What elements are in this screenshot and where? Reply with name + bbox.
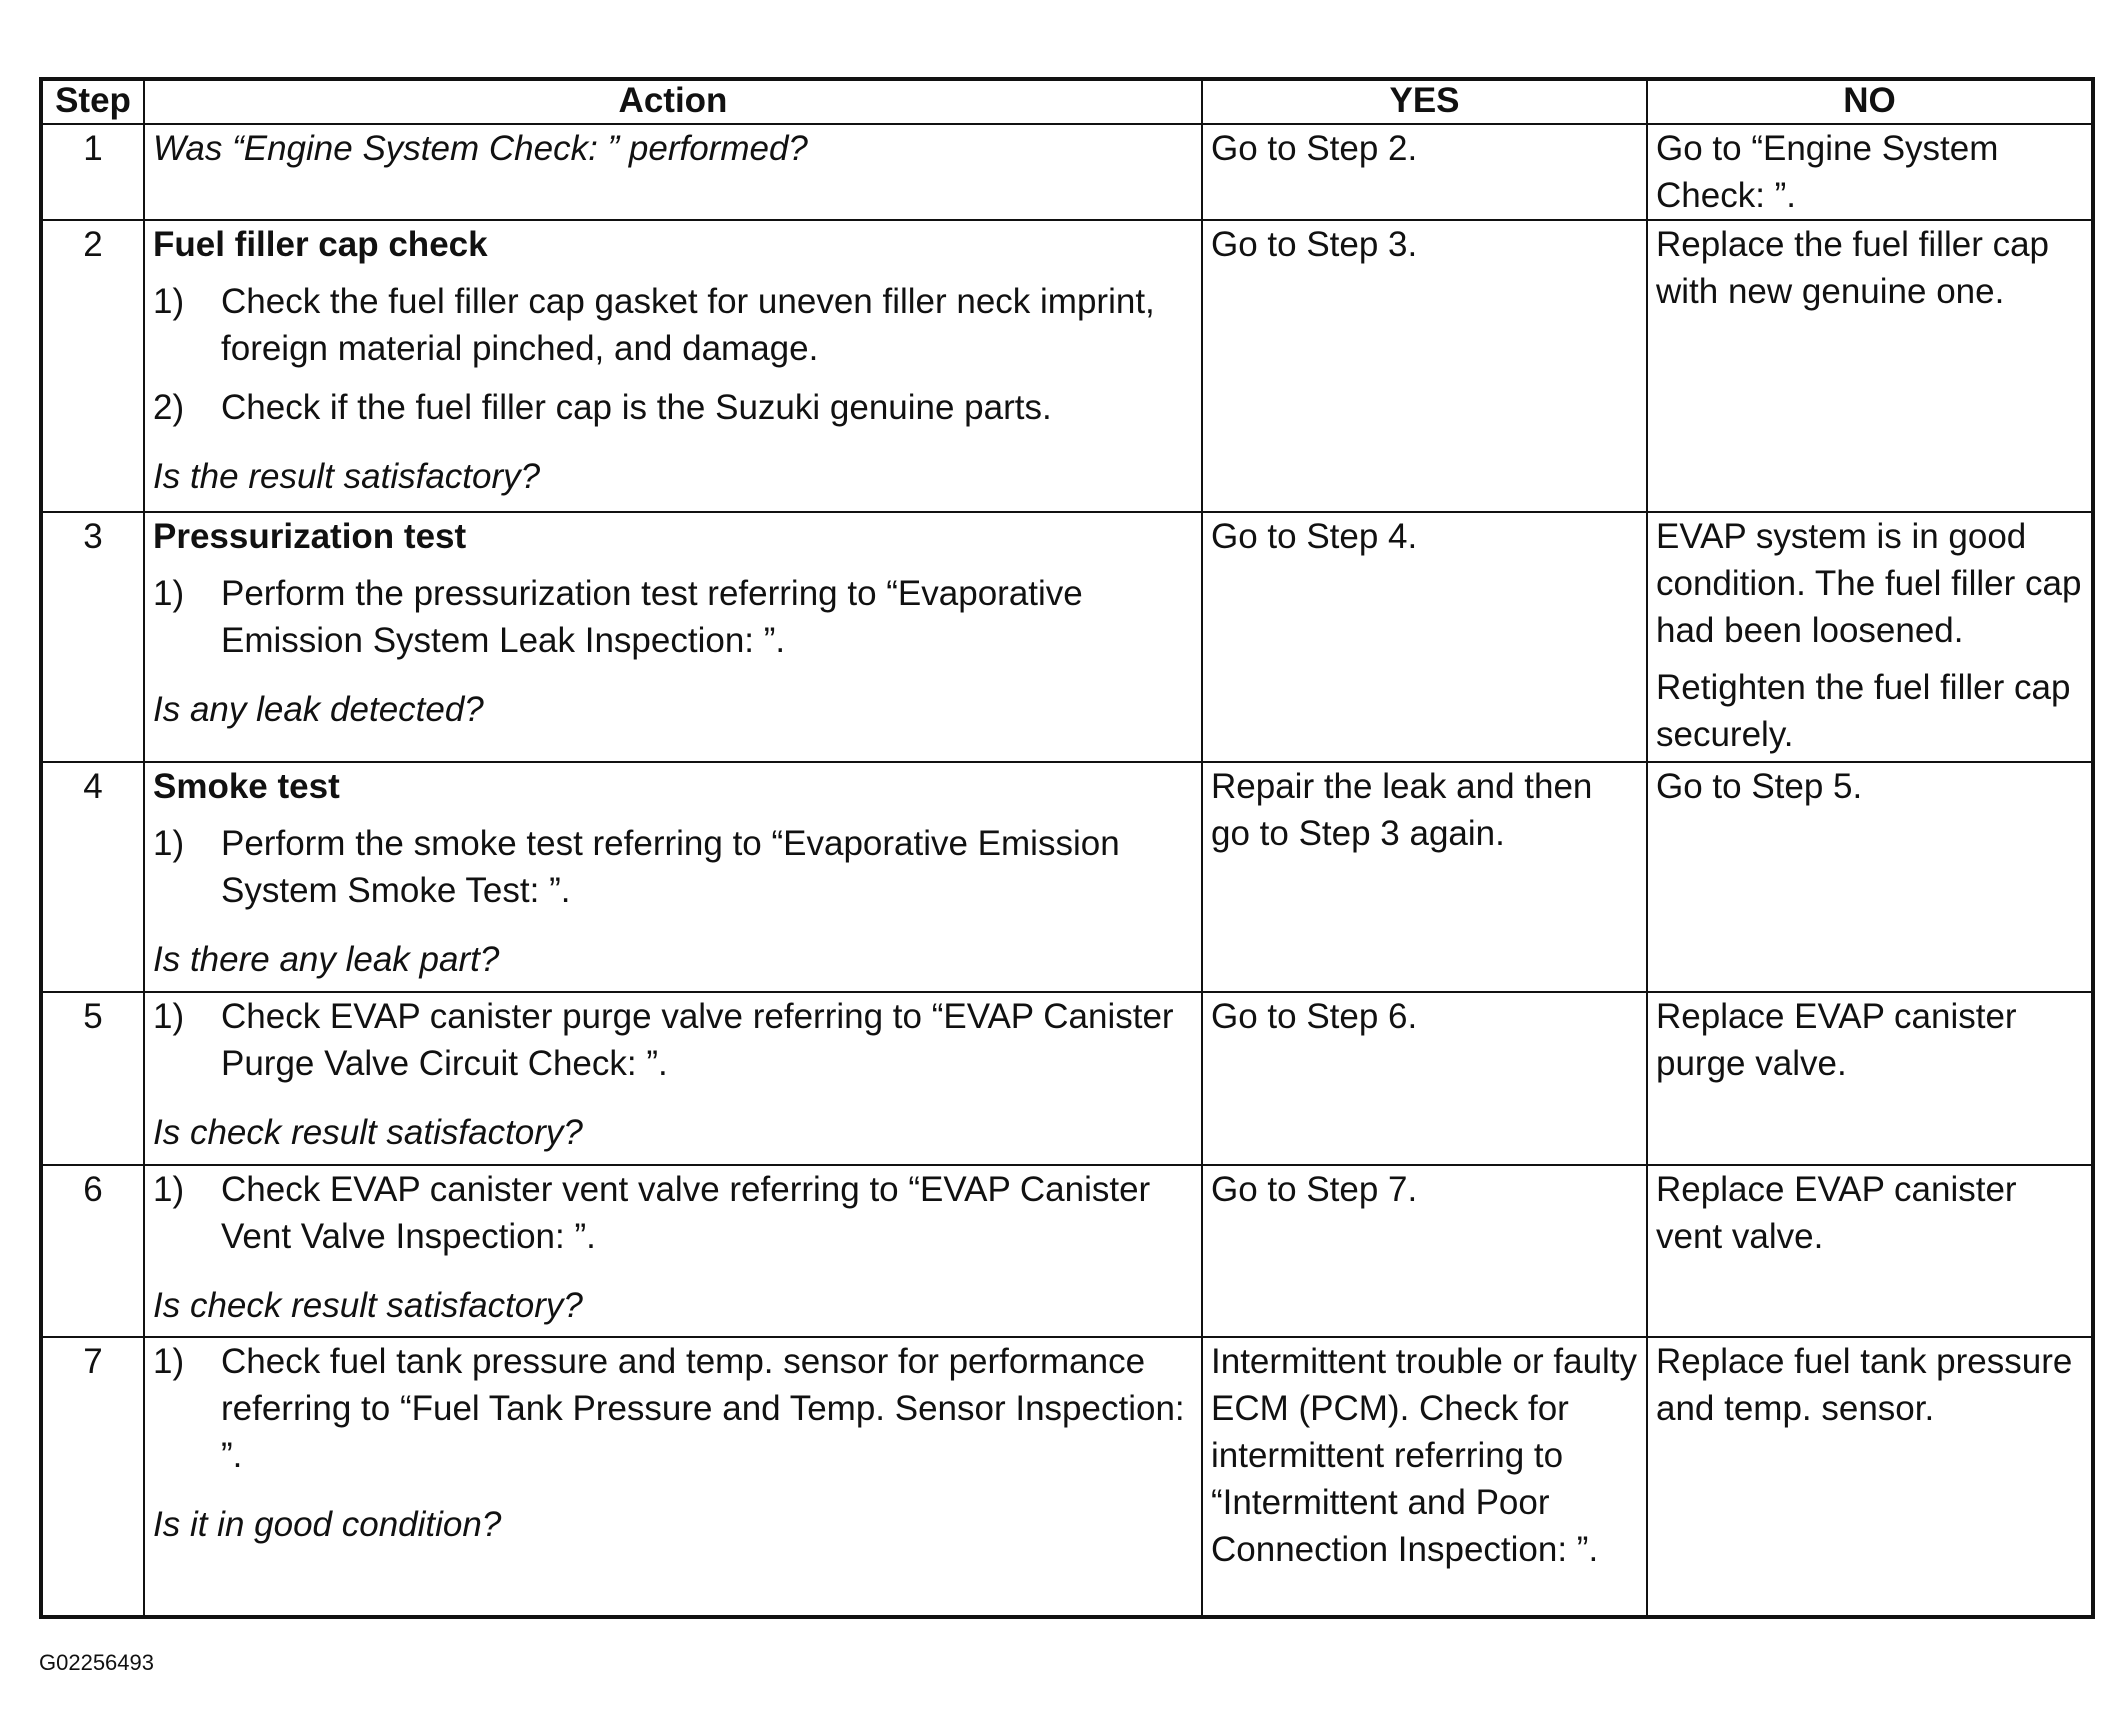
no-cell: [1647, 1165, 2093, 1337]
sub-step-list: [153, 278, 1193, 431]
sub-step: [153, 1166, 1193, 1260]
sub-step: [153, 278, 1193, 372]
no-text: Replace fuel tank pressure and temp. sensor.: [1656, 1342, 2073, 1428]
sub-step-list: [153, 993, 1193, 1087]
step-number: 5: [41, 992, 144, 1165]
no-text-secondary: Retighten the fuel filler cap securely.: [1656, 668, 2071, 754]
sub-step-text: Perform the smoke test referring to “Evaporative Emission System Smoke Test: ”.: [221, 824, 1120, 910]
action-question: Is check result satisfactory?: [153, 1286, 583, 1325]
table-row-step-2: [41, 220, 2093, 512]
yes-cell: [1202, 1165, 1647, 1337]
sub-step: [153, 820, 1193, 914]
sub-step-number: 1): [153, 824, 185, 863]
step-number: 4: [41, 762, 144, 992]
yes-text: Go to Step 7.: [1211, 1170, 1418, 1209]
step-number: 2: [41, 220, 144, 512]
sub-step-text: Check fuel tank pressure and temp. sensor for performance referring to “Fuel Tank Pressure and Temp. Sensor Inspection: ”.: [221, 1342, 1185, 1475]
no-text: Replace EVAP canister vent valve.: [1656, 1170, 2017, 1256]
yes-text: Go to Step 6.: [1211, 997, 1418, 1036]
yes-cell: [1202, 220, 1647, 512]
action-title: Pressurization test: [153, 517, 467, 556]
no-cell: [1647, 220, 2093, 512]
yes-cell: [1202, 512, 1647, 762]
no-text: EVAP system is in good condition. The fuel filler cap had been loosened.: [1656, 517, 2082, 650]
table-body: [41, 124, 2093, 1617]
yes-text: Repair the leak and then go to Step 3 again.: [1211, 767, 1593, 853]
action-title: Fuel filler cap check: [153, 225, 488, 264]
header-action: Action: [144, 79, 1202, 124]
no-cell: [1647, 512, 2093, 762]
sub-step: [153, 570, 1193, 664]
action-cell: [144, 220, 1202, 512]
yes-text: Go to Step 3.: [1211, 225, 1418, 264]
action-question: Is any leak detected?: [153, 690, 484, 729]
step-number: 7: [41, 1337, 144, 1617]
sub-step-number: 1): [153, 282, 185, 321]
table-row-step-1: [41, 124, 2093, 220]
no-cell: [1647, 124, 2093, 220]
action-question: Is there any leak part?: [153, 940, 500, 979]
sub-step-list: [153, 1166, 1193, 1260]
action-cell: [144, 512, 1202, 762]
sub-step: [153, 1338, 1193, 1479]
action-question: Is it in good condition?: [153, 1505, 502, 1544]
table-row-step-5: [41, 992, 2093, 1165]
sub-step-number: 1): [153, 1170, 185, 1209]
header-yes: YES: [1202, 79, 1647, 124]
no-cell: [1647, 992, 2093, 1165]
action-cell: [144, 762, 1202, 992]
action-question: Is the result satisfactory?: [153, 457, 541, 496]
sub-step-text: Check the fuel filler cap gasket for uneven filler neck imprint, foreign material pinched, and damage.: [221, 282, 1155, 368]
no-cell: [1647, 762, 2093, 992]
table-row-step-7: [41, 1337, 2093, 1617]
sub-step-list: [153, 570, 1193, 664]
no-text: Replace EVAP canister purge valve.: [1656, 997, 2017, 1083]
sub-step-text: Check EVAP canister purge valve referring to “EVAP Canister Purge Valve Circuit Check: ”.: [221, 997, 1174, 1083]
yes-cell: [1202, 992, 1647, 1165]
no-text: Replace the fuel filler cap with new genuine one.: [1656, 225, 2049, 311]
diagnostic-flow-table: [39, 77, 2095, 1619]
table-row-step-4: [41, 762, 2093, 992]
action-question: Is check result satisfactory?: [153, 1113, 583, 1152]
table-row-step-3: [41, 512, 2093, 762]
sub-step-list: [153, 1338, 1193, 1479]
action-cell: [144, 1165, 1202, 1337]
action-cell: [144, 1337, 1202, 1617]
header-no: NO: [1647, 79, 2093, 124]
header-row: [41, 79, 2093, 124]
yes-text: Go to Step 2.: [1211, 129, 1418, 168]
sub-step-number: 1): [153, 1342, 185, 1381]
action-cell: [144, 992, 1202, 1165]
header-step: Step: [41, 79, 144, 124]
action-cell: [144, 124, 1202, 220]
yes-text: Go to Step 4.: [1211, 517, 1418, 556]
sub-step-number: 1): [153, 574, 185, 613]
figure-id: G02256493: [39, 1650, 154, 1675]
sub-step-text: Perform the pressurization test referring to “Evaporative Emission System Leak Inspection: ”.: [221, 574, 1083, 660]
sub-step-number: 2): [153, 388, 185, 427]
no-text: Go to “Engine System Check: ”.: [1656, 129, 1999, 215]
yes-text: Intermittent trouble or faulty ECM (PCM). Check for intermittent referring to “Intermittent and Poor Connection Inspection: ”.: [1211, 1342, 1638, 1569]
sub-step-number: 1): [153, 997, 185, 1036]
table-header: [41, 79, 2093, 124]
no-cell: [1647, 1337, 2093, 1617]
yes-cell: [1202, 762, 1647, 992]
sub-step-list: [153, 820, 1193, 914]
yes-cell: [1202, 124, 1647, 220]
sub-step-text: Check if the fuel filler cap is the Suzuki genuine parts.: [221, 388, 1052, 427]
yes-cell: [1202, 1337, 1647, 1617]
sub-step: [153, 384, 1193, 431]
sub-step: [153, 993, 1193, 1087]
table-row-step-6: [41, 1165, 2093, 1337]
action-question: Was “Engine System Check: ” performed?: [153, 129, 808, 168]
step-number: 6: [41, 1165, 144, 1337]
action-title: Smoke test: [153, 767, 340, 806]
sub-step-text: Check EVAP canister vent valve referring to “EVAP Canister Vent Valve Inspection: ”.: [221, 1170, 1151, 1256]
step-number: 3: [41, 512, 144, 762]
no-text: Go to Step 5.: [1656, 767, 1863, 806]
step-number: 1: [41, 124, 144, 220]
